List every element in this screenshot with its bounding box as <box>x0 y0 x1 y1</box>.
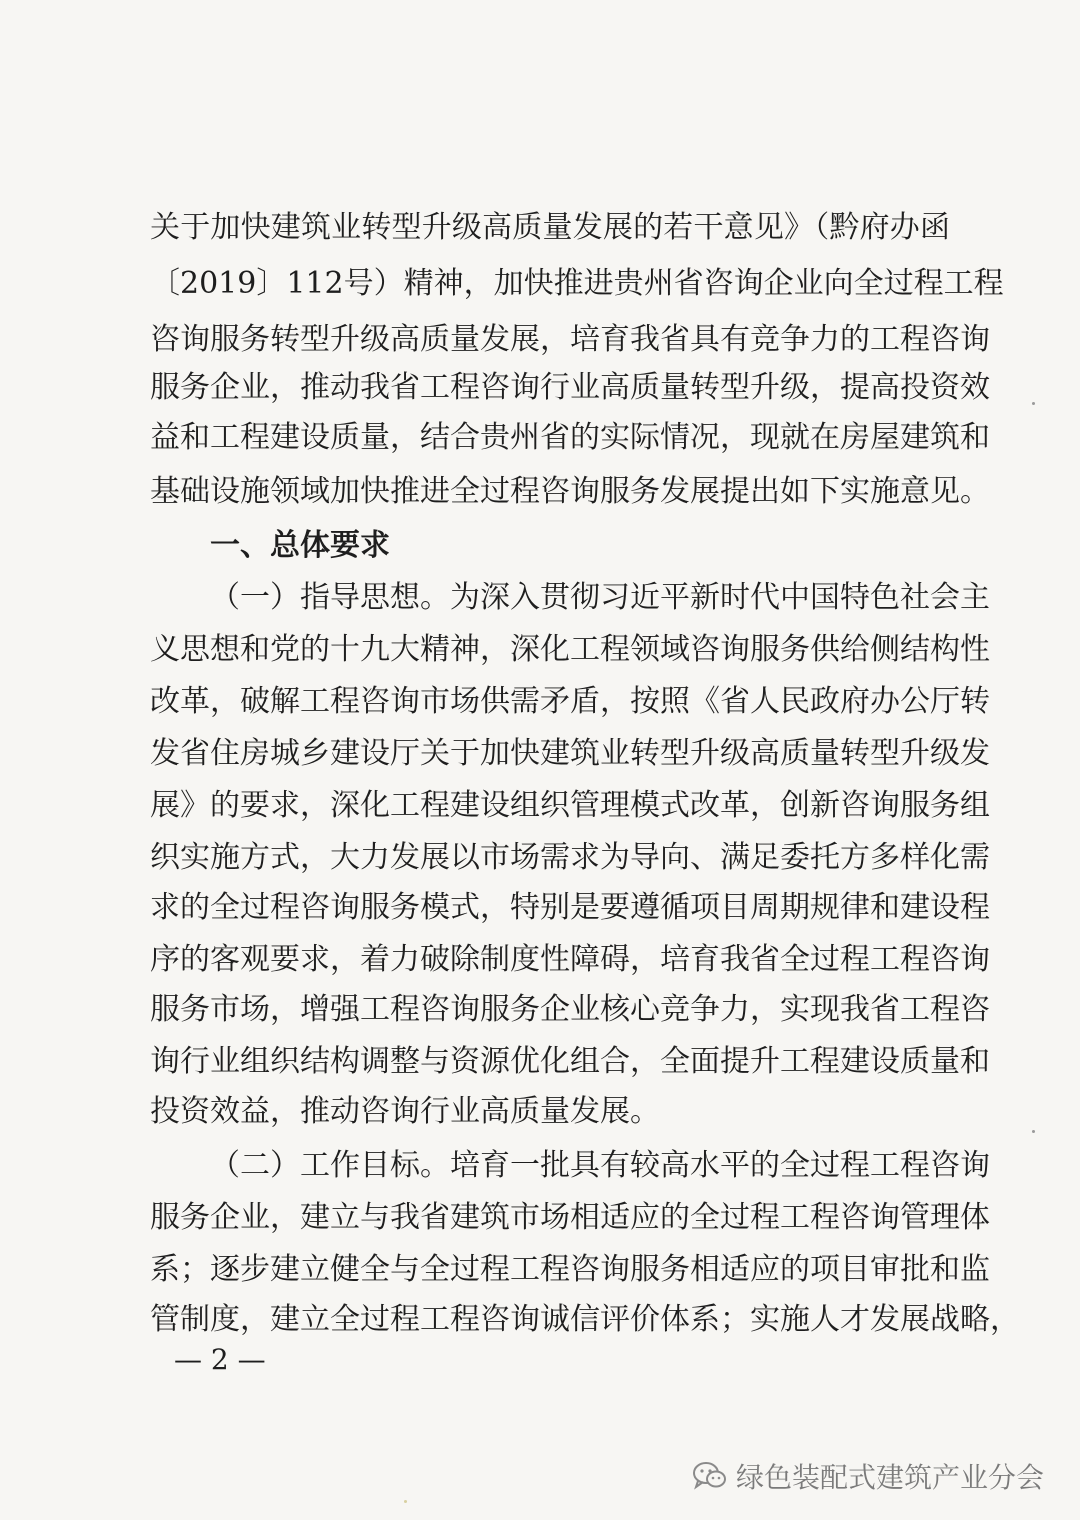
watermark-text: 绿色装配式建筑产业分会 <box>735 1461 1044 1494</box>
text-line: 系；逐步建立健全与全过程工程咨询服务相适应的项目审批和监 <box>150 1252 990 1287</box>
text-line: 序的客观要求，着力破除制度性障碍，培育我省全过程工程咨询 <box>150 942 990 977</box>
text-line: 服务企业，建立与我省建筑市场相适应的全过程工程咨询管理体 <box>150 1200 990 1235</box>
text-line: 关于加快建筑业转型升级高质量发展的若干意见》（黔府办函 <box>150 210 950 245</box>
scan-speck <box>1032 402 1035 405</box>
text-line: （一）指导思想。为深入贯彻习近平新时代中国特色社会主 <box>210 580 990 615</box>
scan-speck <box>404 1500 407 1503</box>
text-line: 投资效益，推动咨询行业高质量发展。 <box>150 1094 660 1129</box>
wechat-icon <box>692 1461 728 1491</box>
text-line: 义思想和党的十九大精神，深化工程领域咨询服务供给侧结构性 <box>150 632 990 667</box>
text-line: 基础设施领域加快推进全过程咨询服务发展提出如下实施意见。 <box>150 474 990 509</box>
text-line: 改革，破解工程咨询市场供需矛盾，按照《省人民政府办公厅转 <box>150 684 990 719</box>
text-line: 管制度，建立全过程工程咨询诚信评价体系；实施人才发展战略， <box>150 1302 1020 1337</box>
text-line: 服务市场，增强工程咨询服务企业核心竞争力，实现我省工程咨 <box>150 992 990 1027</box>
text-line: 益和工程建设质量，结合贵州省的实际情况，现就在房屋建筑和 <box>150 420 990 455</box>
text-line: 〔2019〕112号）精神，加快推进贵州省咨询企业向全过程工程 <box>150 266 1004 301</box>
watermark <box>692 1454 1044 1498</box>
text-line: 展》的要求，深化工程建设组织管理模式改革，创新咨询服务组 <box>150 788 990 823</box>
text-line: 服务企业，推动我省工程咨询行业高质量转型升级，提高投资效 <box>150 370 990 405</box>
text-line: 织实施方式，大力发展以市场需求为导向、满足委托方多样化需 <box>150 840 990 875</box>
text-line: 发省住房城乡建设厅关于加快建筑业转型升级高质量转型升级发 <box>150 736 990 771</box>
text-line: （二）工作目标。培育一批具有较高水平的全过程工程咨询 <box>210 1148 990 1183</box>
text-line: 求的全过程咨询服务模式，特别是要遵循项目周期规律和建设程 <box>150 890 990 925</box>
text-line: 询行业组织结构调整与资源优化组合，全面提升工程建设质量和 <box>150 1044 990 1079</box>
page-number: — 2 — <box>174 1343 266 1376</box>
scan-speck <box>1032 1130 1035 1133</box>
section-heading: 一、总体要求 <box>210 528 390 563</box>
text-line: 咨询服务转型升级高质量发展，培育我省具有竞争力的工程咨询 <box>150 322 990 357</box>
